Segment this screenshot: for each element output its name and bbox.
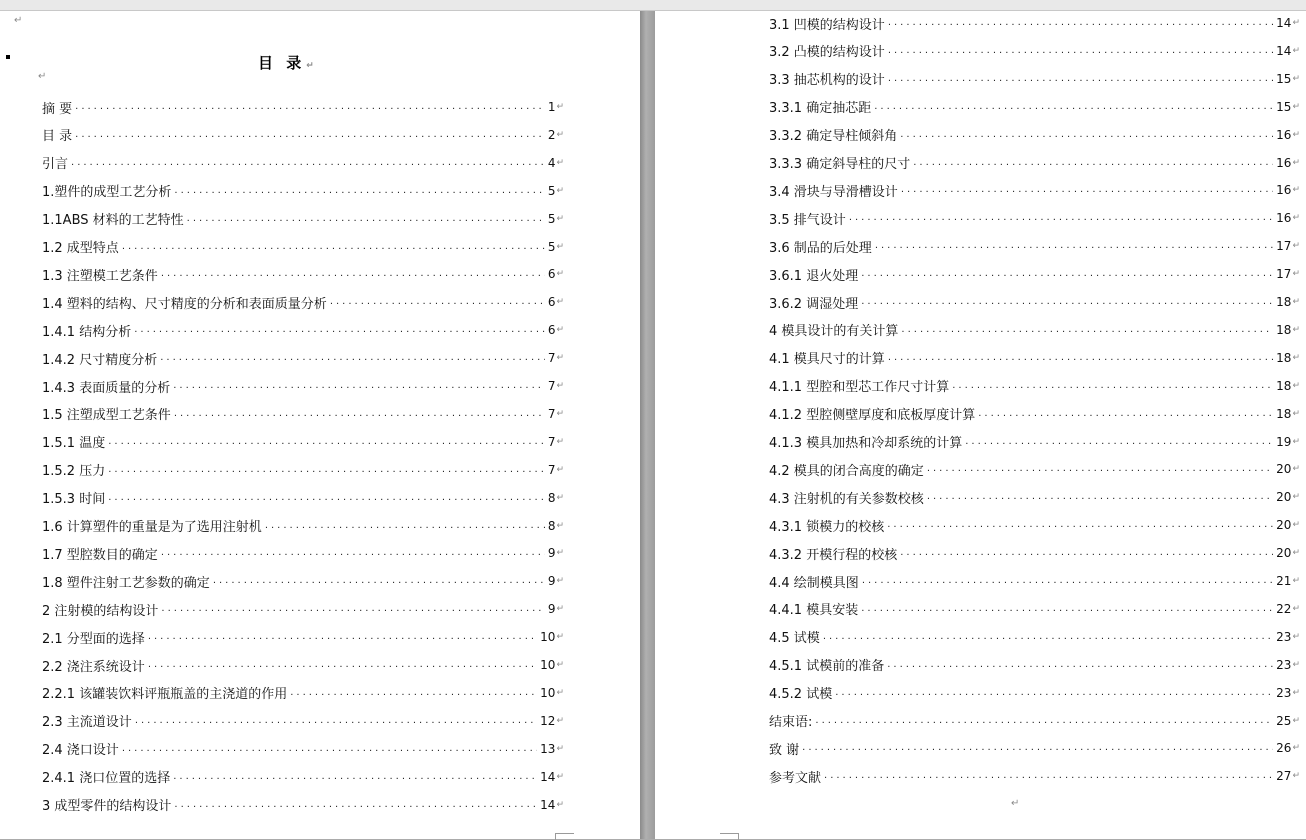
toc-entry-title: 致 谢 bbox=[769, 742, 800, 758]
toc-entry[interactable] bbox=[42, 683, 564, 703]
toc-page-number: 20 bbox=[1276, 546, 1292, 561]
toc-dot-leader bbox=[824, 766, 1273, 786]
toc-entry-title: 1.4.2 尺寸精度分析 bbox=[42, 352, 158, 368]
toc-dot-leader bbox=[75, 97, 545, 117]
toc-dot-leader bbox=[330, 292, 545, 312]
toc-page-number: 14 bbox=[1276, 43, 1292, 58]
toc-dot-leader bbox=[135, 711, 537, 731]
paragraph-mark: ↵ bbox=[556, 632, 564, 643]
toc-heading-text: 目 录 bbox=[258, 54, 306, 72]
toc-dot-leader bbox=[927, 487, 1273, 507]
toc-entry-title: 4.1 模具尺寸的计算 bbox=[769, 352, 885, 368]
toc-entry[interactable] bbox=[42, 209, 564, 229]
toc-entry[interactable] bbox=[769, 655, 1300, 675]
toc-dot-leader bbox=[187, 209, 545, 229]
toc-page-number: 9 bbox=[547, 602, 556, 617]
paragraph-mark: ↵ bbox=[1292, 185, 1300, 196]
toc-entry-title: 4.1.3 模具加热和冷却系统的计算 bbox=[769, 436, 963, 451]
paragraph-mark: ↵ bbox=[1292, 157, 1300, 168]
paragraph-mark: ↵ bbox=[1292, 324, 1300, 335]
toc-entry-title: 4.3 注射机的有关参数校核 bbox=[769, 491, 924, 507]
toc-entry-title: 4.5 试模 bbox=[769, 631, 820, 647]
toc-entry-title: 1.4 塑料的结构、尺寸精度的分析和表面质量分析 bbox=[42, 296, 327, 312]
toc-entry[interactable] bbox=[42, 460, 564, 480]
toc-dot-leader bbox=[861, 599, 1273, 619]
toc-page-number: 18 bbox=[1276, 406, 1292, 421]
toc-entry[interactable] bbox=[42, 320, 564, 340]
toc-page-number: 5 bbox=[547, 211, 556, 226]
toc-entry-title: 4.1.1 型腔和型芯工作尺寸计算 bbox=[769, 380, 950, 396]
toc-entry-title: 1.7 型腔数目的确定 bbox=[42, 547, 158, 563]
paragraph-mark: ↵ bbox=[1292, 101, 1300, 112]
toc-entry-title: 参考文献 bbox=[769, 770, 822, 786]
toc-entry[interactable] bbox=[42, 599, 564, 619]
toc-dot-leader bbox=[161, 599, 544, 619]
toc-dot-leader bbox=[148, 655, 537, 675]
toc-page-number: 7 bbox=[547, 351, 556, 366]
toc-page-number: 14 bbox=[1276, 16, 1292, 30]
toc-entry[interactable] bbox=[42, 767, 564, 787]
toc-entry-title: 3.6.2 调湿处理 bbox=[769, 296, 859, 312]
paragraph-mark: ↵ bbox=[556, 269, 564, 280]
toc-page-number: 10 bbox=[540, 658, 556, 672]
paragraph-mark: ↵ bbox=[556, 604, 564, 615]
toc-entry-title: 1.5.3 时间 bbox=[42, 492, 106, 508]
toc-entry-title: 3.4 滑块与导滑槽设计 bbox=[769, 184, 898, 200]
bullet-marker bbox=[6, 55, 10, 59]
toc-entry[interactable] bbox=[769, 515, 1300, 535]
toc-entry[interactable] bbox=[769, 683, 1300, 703]
toc-page-number: 15 bbox=[1276, 99, 1292, 114]
toc-entry-title: 3.5 排气设计 bbox=[769, 212, 846, 228]
toc-entry[interactable] bbox=[769, 97, 1300, 117]
toc-page-number: 18 bbox=[1276, 378, 1292, 393]
toc-entry[interactable] bbox=[42, 348, 564, 368]
paragraph-mark: ↵ bbox=[556, 660, 564, 670]
toc-entry[interactable] bbox=[769, 543, 1300, 563]
paragraph-mark: ↵ bbox=[556, 548, 564, 559]
toc-entry[interactable] bbox=[42, 711, 564, 731]
toc-dot-leader bbox=[901, 180, 1273, 200]
toc-page-number: 27 bbox=[1276, 769, 1292, 784]
paragraph-mark: ↵ bbox=[556, 102, 564, 112]
toc-page-number: 5 bbox=[547, 239, 556, 254]
toc-entry[interactable] bbox=[42, 153, 564, 173]
toc-page-number: 21 bbox=[1276, 574, 1292, 588]
toc-dot-leader bbox=[875, 236, 1273, 256]
paragraph-mark: ↵ bbox=[1292, 631, 1300, 642]
toc-entry[interactable] bbox=[42, 264, 564, 284]
paragraph-mark: ↵ bbox=[1292, 45, 1300, 56]
toc-dot-leader bbox=[823, 627, 1273, 647]
toc-page-number: 12 bbox=[540, 713, 556, 728]
paragraph-mark: ↵ bbox=[556, 408, 564, 419]
toc-entry-title: 1.8 塑件注射工艺参数的确定 bbox=[42, 575, 210, 591]
toc-entry-title: 4.3.1 锁模力的校核 bbox=[769, 519, 885, 535]
toc-page-number: 4 bbox=[547, 155, 556, 170]
paragraph-mark: ↵ bbox=[38, 71, 47, 82]
toc-page-number: 7 bbox=[547, 462, 556, 477]
toc-entry[interactable] bbox=[769, 627, 1300, 647]
toc-entry[interactable] bbox=[42, 292, 564, 312]
toc-entry-title: 1.4.3 表面质量的分析 bbox=[42, 380, 171, 396]
paragraph-mark: ↵ bbox=[1011, 798, 1020, 809]
toc-dot-leader bbox=[978, 404, 1273, 424]
toc-entry[interactable] bbox=[769, 292, 1300, 312]
toc-page-number: 20 bbox=[1276, 518, 1292, 533]
toc-entry[interactable] bbox=[769, 69, 1300, 89]
toc-entry-title: 2.4 浇口设计 bbox=[42, 743, 119, 759]
toc-page-number: 10 bbox=[540, 630, 556, 645]
toc-dot-leader bbox=[75, 125, 545, 145]
toc-dot-leader bbox=[173, 376, 545, 396]
toc-page-number: 8 bbox=[547, 518, 556, 533]
paragraph-mark: ↵ bbox=[1292, 213, 1300, 224]
toc-entry[interactable] bbox=[769, 153, 1300, 173]
toc-entry[interactable] bbox=[769, 571, 1300, 591]
paragraph-mark: ↵ bbox=[1292, 464, 1300, 475]
toc-dot-leader bbox=[913, 153, 1273, 173]
toc-entry[interactable] bbox=[42, 655, 564, 675]
toc-page-number: 9 bbox=[547, 574, 556, 589]
paragraph-mark: ↵ bbox=[1292, 771, 1300, 782]
toc-entry-title: 1.5.2 压力 bbox=[42, 464, 106, 480]
paragraph-mark: ↵ bbox=[1292, 743, 1300, 754]
toc-dot-leader bbox=[148, 627, 537, 647]
toc-page-number: 16 bbox=[1276, 127, 1292, 142]
toc-entry[interactable] bbox=[769, 432, 1300, 452]
toc-entry[interactable] bbox=[42, 627, 564, 647]
toc-dot-leader bbox=[901, 320, 1273, 340]
toc-entry-title: 1.1ABS 材料的工艺特性 bbox=[42, 213, 184, 229]
toc-entry-title: 目 录 bbox=[42, 129, 73, 145]
toc-entry[interactable] bbox=[769, 264, 1300, 284]
toc-page-number: 9 bbox=[547, 546, 556, 561]
paragraph-mark: ↵ bbox=[1292, 548, 1300, 559]
paragraph-mark: ↵ bbox=[556, 381, 564, 391]
paragraph-mark: ↵ bbox=[1292, 687, 1300, 698]
toc-entry[interactable] bbox=[42, 432, 564, 452]
toc-dot-leader bbox=[815, 711, 1273, 731]
toc-page-number: 14 bbox=[540, 797, 556, 812]
toc-entry[interactable] bbox=[42, 376, 564, 396]
toc-entry[interactable] bbox=[42, 739, 564, 759]
toc-dot-leader bbox=[887, 515, 1273, 535]
toc-page-number: 5 bbox=[547, 183, 556, 198]
toc-entry-title: 4.4.1 模具安装 bbox=[769, 603, 859, 619]
paragraph-mark: ↵ bbox=[556, 325, 564, 336]
toc-entry-title: 4.1.2 型腔侧壁厚度和底板厚度计算 bbox=[769, 408, 976, 424]
paragraph-mark: ↵ bbox=[556, 213, 564, 224]
toc-entry-title: 4 模具设计的有关计算 bbox=[769, 324, 899, 340]
toc-dot-leader bbox=[874, 97, 1273, 117]
toc-entry-title: 2.2 浇注系统设计 bbox=[42, 659, 145, 675]
toc-dot-leader bbox=[108, 460, 545, 480]
paragraph-mark: ↵ bbox=[1292, 576, 1300, 586]
toc-entry-title: 2.3 主流道设计 bbox=[42, 715, 132, 731]
toc-entry-title: 3.1 凹模的结构设计 bbox=[769, 17, 885, 33]
paragraph-mark: ↵ bbox=[14, 15, 23, 26]
toc-page-number: 23 bbox=[1276, 629, 1292, 644]
toc-heading bbox=[258, 52, 318, 73]
toc-entry-title: 2.4.1 浇口位置的选择 bbox=[42, 771, 171, 787]
paragraph-mark: ↵ bbox=[1292, 129, 1300, 140]
toc-dot-leader bbox=[122, 739, 537, 759]
toc-entry[interactable] bbox=[769, 459, 1300, 479]
toc-page-number: 6 bbox=[547, 267, 556, 282]
toc-entry[interactable] bbox=[769, 404, 1300, 424]
toc-dot-leader bbox=[861, 292, 1273, 312]
paragraph-mark: ↵ bbox=[1292, 520, 1300, 531]
paragraph-mark: ↵ bbox=[556, 129, 564, 140]
toc-entry-title: 4.5.1 试模前的准备 bbox=[769, 659, 885, 675]
paragraph-mark: ↵ bbox=[556, 492, 564, 503]
page-gap bbox=[640, 11, 655, 839]
toc-entry-title: 4.4 绘制模具图 bbox=[769, 575, 859, 591]
toc-entry-title: 2.1 分型面的选择 bbox=[42, 631, 145, 647]
paragraph-mark: ↵ bbox=[556, 464, 564, 475]
toc-entry[interactable] bbox=[769, 208, 1300, 228]
toc-page-number: 7 bbox=[547, 406, 556, 421]
toc-entry[interactable] bbox=[42, 571, 564, 591]
toc-entry[interactable] bbox=[769, 236, 1300, 256]
paragraph-mark: ↵ bbox=[556, 687, 564, 698]
toc-entry-title: 1.5 注塑成型工艺条件 bbox=[42, 408, 171, 424]
paragraph-mark: ↵ bbox=[1292, 380, 1300, 391]
toc-page-number: 19 bbox=[1276, 434, 1292, 449]
toc-dot-leader bbox=[888, 41, 1273, 61]
toc-page-number: 10 bbox=[540, 685, 556, 700]
paragraph-mark: ↵ bbox=[556, 436, 564, 447]
paragraph-mark: ↵ bbox=[556, 297, 564, 308]
toc-dot-leader bbox=[265, 516, 545, 536]
toc-entry-title: 3.6 制品的后处理 bbox=[769, 240, 872, 256]
toc-page-number: 8 bbox=[547, 490, 556, 505]
toc-entry[interactable] bbox=[42, 488, 564, 508]
toc-dot-leader bbox=[134, 320, 545, 340]
toc-page-number: 13 bbox=[540, 741, 556, 756]
toc-entry-title: 2 注射模的结构设计 bbox=[42, 603, 159, 619]
toc-dot-leader bbox=[213, 571, 545, 591]
paragraph-mark: ↵ bbox=[556, 185, 564, 196]
toc-page-number: 20 bbox=[1276, 462, 1292, 477]
toc-page-number: 18 bbox=[1276, 295, 1292, 309]
toc-dot-leader bbox=[174, 404, 545, 424]
toc-entry-title: 1.6 计算塑件的重量是为了选用注射机 bbox=[42, 520, 262, 535]
toc-entry-title: 1.塑件的成型工艺分析 bbox=[42, 185, 172, 201]
paragraph-mark: ↵ bbox=[1292, 73, 1300, 84]
toc-dot-leader bbox=[927, 459, 1273, 479]
toc-entry[interactable] bbox=[769, 711, 1300, 731]
paragraph-mark: ↵ bbox=[1292, 241, 1300, 252]
toc-dot-leader bbox=[108, 488, 545, 508]
toc-dot-leader bbox=[888, 69, 1273, 89]
toc-page-number: 16 bbox=[1276, 155, 1292, 170]
toc-entry[interactable] bbox=[42, 237, 564, 257]
toc-entry-title: 1.5.1 温度 bbox=[42, 436, 106, 452]
paragraph-mark: ↵ bbox=[306, 61, 318, 71]
toc-dot-leader bbox=[108, 432, 545, 452]
window-top-bar bbox=[0, 0, 1306, 11]
toc-entry[interactable] bbox=[769, 13, 1300, 33]
toc-entry-title: 引言 bbox=[42, 157, 69, 173]
paragraph-mark: ↵ bbox=[556, 520, 564, 531]
paragraph-mark: ↵ bbox=[556, 576, 564, 587]
toc-dot-leader bbox=[122, 237, 545, 257]
toc-dot-leader bbox=[161, 543, 545, 563]
paragraph-mark: ↵ bbox=[1292, 436, 1300, 447]
toc-entry-title: 结束语: bbox=[769, 715, 813, 730]
toc-page-number: 26 bbox=[1276, 741, 1292, 756]
toc-entry-title: 3.3.2 确定导柱倾斜角 bbox=[769, 129, 898, 145]
toc-dot-leader bbox=[861, 264, 1273, 284]
toc-entry[interactable] bbox=[42, 543, 564, 563]
toc-page-number: 22 bbox=[1276, 601, 1292, 616]
toc-entry-title: 3.3.1 确定抽芯距 bbox=[769, 101, 872, 117]
paragraph-mark: ↵ bbox=[556, 157, 564, 168]
toc-entry-title: 3.3.3 确定斜导柱的尺寸 bbox=[769, 157, 911, 172]
toc-dot-leader bbox=[160, 348, 545, 368]
paragraph-mark: ↵ bbox=[1292, 269, 1300, 280]
toc-page-number: 15 bbox=[1276, 71, 1292, 86]
toc-entry[interactable] bbox=[769, 125, 1300, 145]
toc-dot-leader bbox=[888, 13, 1273, 33]
toc-page-number: 25 bbox=[1276, 713, 1292, 728]
toc-entry[interactable] bbox=[42, 125, 564, 145]
toc-page-number: 7 bbox=[547, 434, 556, 449]
toc-dot-leader bbox=[887, 655, 1273, 675]
toc-entry[interactable] bbox=[769, 599, 1300, 619]
paragraph-mark: ↵ bbox=[556, 241, 564, 252]
paragraph-mark: ↵ bbox=[1292, 603, 1300, 614]
toc-entry[interactable] bbox=[769, 180, 1300, 200]
toc-entry-title: 1.4.1 结构分析 bbox=[42, 324, 132, 340]
paragraph-mark: ↵ bbox=[1292, 352, 1300, 363]
toc-entry-title: 4.5.2 试模 bbox=[769, 687, 833, 703]
toc-entry-title: 3.3 抽芯机构的设计 bbox=[769, 73, 885, 89]
toc-page-number: 16 bbox=[1276, 183, 1292, 198]
toc-entry-title: 2.2.1 该罐装饮料评瓶瓶盖的主浇道的作用 bbox=[42, 687, 288, 703]
paragraph-mark: ↵ bbox=[556, 743, 564, 754]
paragraph-mark: ↵ bbox=[556, 353, 564, 364]
paragraph-mark: ↵ bbox=[1292, 18, 1300, 28]
toc-page-number: 6 bbox=[547, 323, 556, 338]
toc-entry[interactable] bbox=[42, 404, 564, 424]
toc-entry[interactable] bbox=[769, 738, 1300, 758]
paragraph-mark: ↵ bbox=[1292, 659, 1300, 670]
toc-dot-leader bbox=[174, 181, 544, 201]
toc-page-number: 16 bbox=[1276, 211, 1292, 226]
paragraph-mark: ↵ bbox=[556, 715, 564, 726]
toc-entry-title: 1.3 注塑模工艺条件 bbox=[42, 268, 158, 284]
paragraph-mark: ↵ bbox=[556, 771, 564, 782]
toc-entry[interactable] bbox=[42, 795, 564, 815]
toc-page-number: 1 bbox=[547, 100, 556, 114]
toc-entry-title: 3.2 凸模的结构设计 bbox=[769, 45, 885, 61]
toc-dot-leader bbox=[900, 125, 1273, 145]
toc-entry[interactable] bbox=[42, 516, 564, 536]
toc-page-number: 7 bbox=[547, 379, 556, 393]
document-page-left[interactable] bbox=[0, 11, 640, 839]
toc-page-number: 17 bbox=[1276, 267, 1292, 282]
toc-dot-leader bbox=[802, 738, 1273, 758]
toc-dot-leader bbox=[71, 153, 545, 173]
toc-entry-title: 3.6.1 退火处理 bbox=[769, 268, 859, 284]
toc-dot-leader bbox=[173, 767, 537, 787]
toc-entry[interactable] bbox=[769, 320, 1300, 340]
toc-page-number: 2 bbox=[547, 127, 556, 142]
toc-page-number: 23 bbox=[1276, 685, 1292, 700]
toc-entry[interactable] bbox=[769, 487, 1300, 507]
toc-dot-leader bbox=[952, 376, 1273, 396]
toc-page-number: 6 bbox=[547, 295, 556, 310]
toc-entry-title: 1.2 成型特点 bbox=[42, 241, 119, 256]
document-page-right[interactable] bbox=[655, 11, 1306, 839]
toc-entry[interactable] bbox=[769, 766, 1300, 786]
toc-dot-leader bbox=[900, 543, 1273, 563]
toc-entry[interactable] bbox=[769, 376, 1300, 396]
toc-entry-title: 摘 要 bbox=[42, 101, 73, 117]
toc-dot-leader bbox=[888, 348, 1273, 368]
toc-dot-leader bbox=[849, 208, 1273, 228]
toc-dot-leader bbox=[835, 683, 1273, 703]
toc-entry[interactable] bbox=[769, 41, 1300, 61]
toc-page-number: 20 bbox=[1276, 490, 1292, 505]
paragraph-mark: ↵ bbox=[1292, 408, 1300, 419]
toc-page-number: 17 bbox=[1276, 239, 1292, 254]
toc-page-number: 23 bbox=[1276, 657, 1292, 672]
toc-page-number: 18 bbox=[1276, 350, 1292, 365]
toc-entry-title: 4.3.2 开模行程的校核 bbox=[769, 547, 898, 563]
toc-page-number: 18 bbox=[1276, 322, 1292, 337]
paragraph-mark: ↵ bbox=[1292, 492, 1300, 503]
paragraph-mark: ↵ bbox=[556, 799, 564, 810]
toc-dot-leader bbox=[161, 264, 545, 284]
toc-dot-leader bbox=[290, 683, 537, 703]
toc-entry[interactable] bbox=[42, 97, 564, 117]
toc-page-number: 14 bbox=[540, 769, 556, 784]
toc-entry-title: 4.2 模具的闭合高度的确定 bbox=[769, 463, 924, 479]
toc-dot-leader bbox=[862, 571, 1273, 591]
paragraph-mark: ↵ bbox=[1292, 297, 1300, 307]
toc-dot-leader bbox=[174, 795, 537, 815]
toc-entry-title: 3 成型零件的结构设计 bbox=[42, 799, 172, 814]
toc-entry[interactable] bbox=[769, 348, 1300, 368]
toc-entry[interactable] bbox=[42, 181, 564, 201]
toc-dot-leader bbox=[965, 432, 1273, 452]
paragraph-mark: ↵ bbox=[1292, 715, 1300, 726]
